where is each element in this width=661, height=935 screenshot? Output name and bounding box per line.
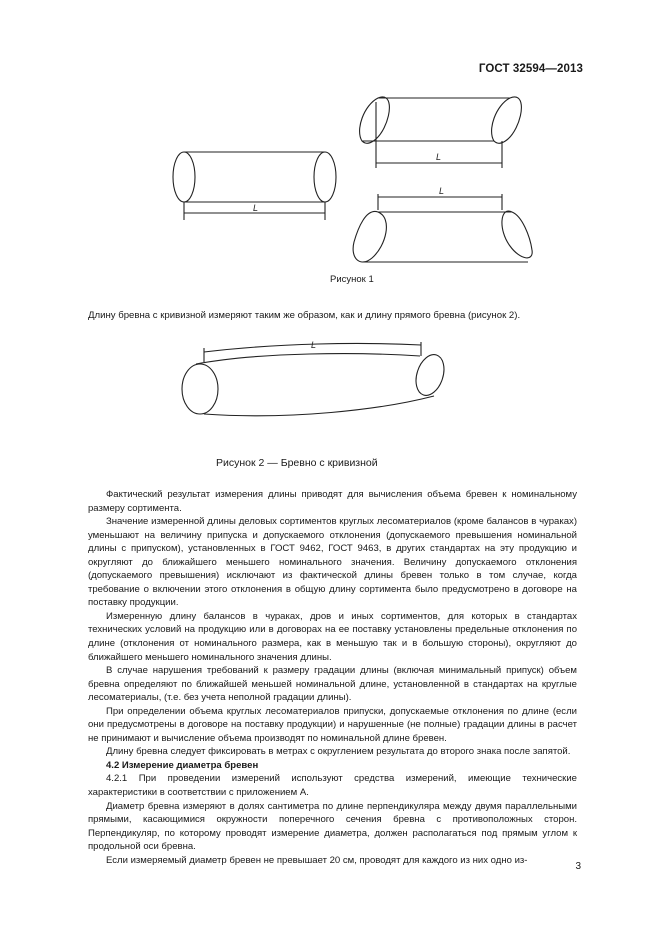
body-text — [88, 488, 577, 867]
page-number: 3 — [575, 861, 581, 872]
figure-2-caption: Рисунок 2 — Бревно с кривизной — [216, 457, 378, 469]
fig1-label-a: L — [253, 203, 259, 213]
paragraph: 4.2.1 При проведении измерений используют средства измерений, имеющие технические характеристики в соответствии с приложением А. — [88, 773, 577, 799]
paragraph: Фактический результат измерения длины приводят для вычисления объема бревен к номинальному размеру сортимента. — [88, 489, 577, 514]
paragraph: Если измеряемый диаметр бревен не превышает 20 см, проводят для каждого из них одно из- — [106, 854, 528, 866]
fig1-label-c: L — [439, 186, 445, 196]
fig2-label: L — [311, 340, 317, 350]
curved-log — [182, 342, 449, 416]
paragraph: Измеренную длину балансов в чураках, дров и иных сортиментов, для которых в стандартах технических условий на продукцию или в договорах на ее поставку установлены предельные отклонения по длине (отклонения от номинального размера, как в меньшую так и в большую стороны), округляют до ближайшего меньшего номинального значения длины. — [88, 610, 577, 663]
paragraph: При определении объема круглых лесоматериалов припуски, допускаемые отклонения по длине (если они предусмотрены в договоре на поставку продукции) и нарушенные (не полные) градации длины в расчет не принимают и вычисление объема производят по номинальной длине бревен. — [88, 705, 577, 744]
intro-paragraph: Длину бревна с кривизной измеряют таким же образом, как и длину прямого бревна (рисунок 2). — [88, 310, 521, 321]
section-heading: 4.2 Измерение диаметра бревен — [106, 759, 259, 771]
paragraph: Значение измеренной длины деловых сортиментов круглых лесоматериалов (кроме балансов в чураках) уменьшают на величину припуска и допускаемого отклонения (допускаемого превышения номинальной длины с припуском), установленных в ГОСТ 9462, ГОСТ 9463, в других стандартах на эту продукцию и округляют до ближайшего меньшего номинального значения. Величину допускаемого отклонения (допускаемого превышения) исключают из фактической длины бревен только в том случае, когда требование о включении этого отклонения в общую длину сортимента было предусмотрено в договоре на поставку продукции. — [88, 516, 577, 609]
figure-1-caption: Рисунок 1 — [330, 274, 374, 285]
document-header: ГОСТ 32594—2013 — [478, 63, 583, 75]
paragraph: Диаметр бревна измеряют в долях сантиметра по длине перпендикуляра между двумя параллельными прямыми, касающимися окружности поперечного сечения бревна с противоположных сторон. Перпендикуляр, по которому проводят измерение диаметра, должен располагаться под прямым углом к продольной оси бревна. — [88, 800, 577, 853]
paragraph: Длину бревна следует фиксировать в метрах с округлением результата до второго знака после запятой. — [106, 746, 571, 758]
figure-2-drawing — [0, 0, 661, 460]
fig1-label-b: L — [436, 152, 442, 162]
paragraph: В случае нарушения требований к размеру градации длины (включая минимальный припуск) объем бревна определяют по ближайшей меньшей номинальной длине, установленной в стандартах на круглые лесоматериалы, (т.е. без учета неполной градации длины). — [88, 665, 577, 704]
